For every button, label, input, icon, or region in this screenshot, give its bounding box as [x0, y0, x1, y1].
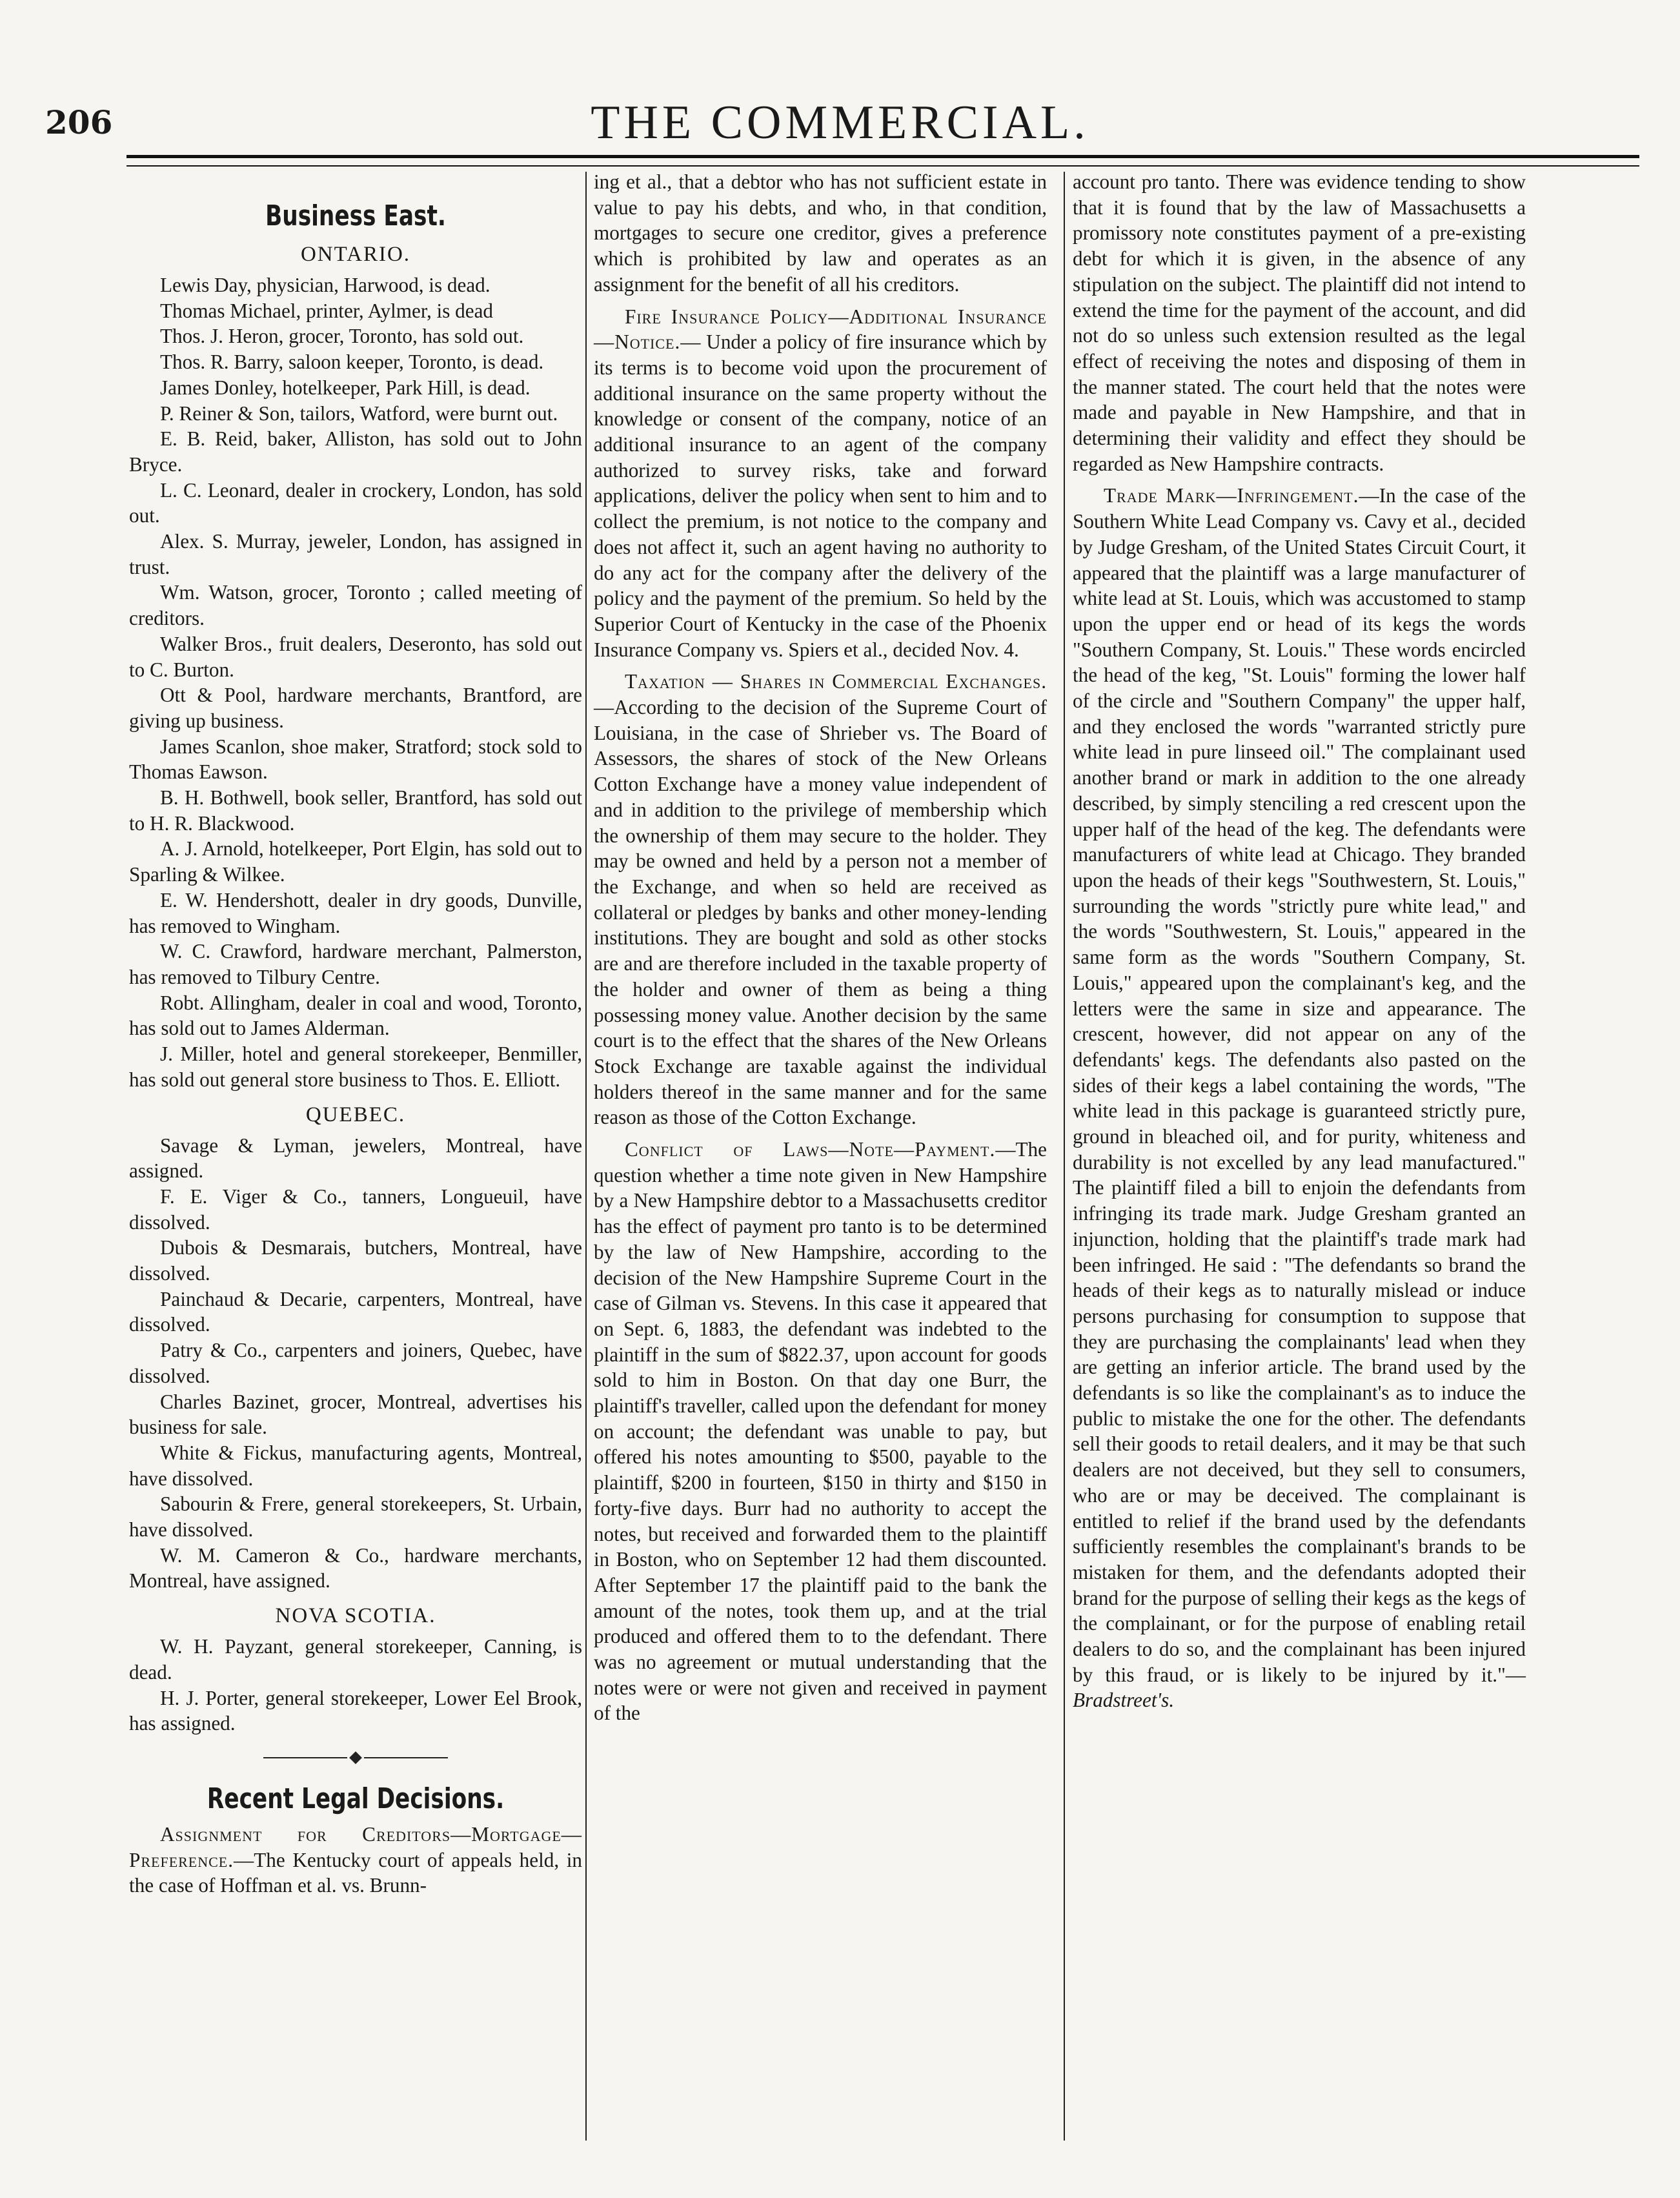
list-item: W. H. Payzant, general storekeeper, Canning, is dead.	[129, 1635, 582, 1684]
assignment-body-start: —The Kentucky court of appeals held, in the case of Hoffman et al. vs. Brunn-	[129, 1848, 582, 1897]
quebec-heading: QUEBEC.	[305, 1103, 406, 1126]
list-item: E. W. Hendershott, dealer in dry goods, Dunville, has removed to Wingham.	[129, 888, 582, 937]
ontario-heading: ONTARIO.	[300, 243, 411, 266]
column-2	[594, 169, 1047, 1726]
header-rule-thick	[127, 155, 1639, 158]
list-item: Sabourin & Frere, general storekeepers, St. Urbain, have dissolved.	[129, 1492, 582, 1542]
list-item: Patry & Co., carpenters and joiners, Quebec, have dissolved.	[129, 1339, 582, 1387]
list-item: Wm. Watson, grocer, Toronto ; called meeting of creditors.	[129, 581, 582, 630]
nova-scotia-heading: NOVA SCOTIA.	[275, 1604, 436, 1628]
conflict-of-laws-title: Conflict of Laws—Note—Payment.	[625, 1138, 996, 1161]
taxation-body: —According to the decision of the Supreme Court of Louisiana, in the case of Shrieber vs. The Board of Assessors, the shares of stock of the New Orleans Cotton Exchange have a money value independent of and in addition to the privilege of membership which the ownership of them may secure to the holder. They may be owned and held by a person not a member of the Exchange, and when so held are received as collateral or pledges by banks and other money-lending institutions. They are bought and sold as other stocks are and are therefore included in the taxable property of the holder and owner of them as being a thing possessing money value. Another decision by the same court is to the effect that the shares of the New Orleans Stock Exchange are taxable against the individual holders thereof in the same manner and for the same reason as those of the Cotton Exchange.	[594, 696, 1047, 1129]
conflict-of-laws-body: —The question whether a time note given in New Hampshire by a New Hampshire debtor to a Massachusetts creditor has the effect of payment pro tanto is to be determined by the law of New Hampshire, according to the decision of the New Hampshire Supreme Court in the case of Gilman vs. Stevens. In this case it appeared that on Sept. 6, 1883, the defendant was indebted to the plaintiff in the sum of $822.37, upon account for goods sold to him in Boston. On that day one Burr, the plaintiff's traveller, called upon the defendant for money on account; the defendant was unable to pay, but offered his notes amounting to $500, payable to the plaintiff, $200 in fourteen, $150 in thirty and $150 in forty-five days. Burr had no authority to accept the notes, but received and forwarded them to the plaintiff in Boston, who on September 12 had them discounted. After September 17 the plaintiff paid to the bank the amount of the notes, took them up, and at the trial produced and offered them to to the defendant. There was no agreement or mutual understanding that the notes were or were not given and received in payment of the	[594, 1138, 1047, 1725]
list-item: Charles Bazinet, grocer, Montreal, advertises his business for sale.	[129, 1390, 582, 1439]
list-item: Alex. S. Murray, jeweler, London, has assigned in trust.	[129, 530, 582, 578]
list-item: Thos. J. Heron, grocer, Toronto, has sold out.	[160, 325, 524, 348]
list-item: B. H. Bothwell, book seller, Brantford, has sold out to H. R. Blackwood.	[129, 786, 582, 835]
business-east-heading: Business East.	[265, 199, 446, 232]
list-item: E. B. Reid, baker, Alliston, has sold out to John Bryce.	[129, 427, 582, 476]
fire-insurance-article	[594, 304, 1047, 663]
nova-scotia-list	[129, 1634, 582, 1736]
trade-mark-article	[1073, 483, 1526, 1713]
list-item: White & Fickus, manufacturing agents, Montreal, have dissolved.	[129, 1441, 582, 1490]
masthead-title: THE COMMERCIAL.	[591, 96, 1089, 149]
taxation-title: Taxation — Shares in Commercial Exchanges.	[625, 670, 1047, 693]
conflict-of-laws-body-continued: account pro tanto. There was evidence tending to show that it is found that by the law of Massachusetts a promissory note constitutes payment of a pre-existing debt for which it is given, in the absence of any stipulation on the subject. The plaintiff did not intend to extend the time for the payment of the account, and did not do so unless such extension resulted as the legal effect of receiving the notes and disposing of them in the manner stated. The court held that the notes were made and payable in New Hampshire, and that in determining their validity and effect they should be regarded as New Hampshire contracts.	[1073, 170, 1526, 475]
ontario-list	[129, 272, 582, 1093]
list-item: W. M. Cameron & Co., hardware merchants, Montreal, have assigned.	[129, 1543, 582, 1593]
list-item: James Donley, hotelkeeper, Park Hill, is dead.	[160, 376, 531, 399]
header-rule-thin	[127, 165, 1639, 167]
list-item: Thos. R. Barry, saloon keeper, Toronto, is dead.	[160, 351, 544, 374]
column-1	[129, 169, 582, 1898]
column-3	[1073, 169, 1526, 1713]
list-item: Walker Bros., fruit dealers, Deseronto, has sold out to C. Burton.	[129, 632, 582, 681]
legal-decisions-heading: Recent Legal Decisions.	[207, 1782, 505, 1815]
list-item: J. Miller, hotel and general storekeeper, Benmiller, has sold out general store business to Thos. E. Elliott.	[129, 1043, 582, 1091]
column-rule-1	[585, 172, 587, 2141]
list-item: F. E. Viger & Co., tanners, Longueuil, have dissolved.	[129, 1185, 582, 1234]
taxation-article	[594, 669, 1047, 1130]
assignment-article	[129, 1822, 582, 1898]
trade-mark-title: Trade Mark—Infringement.	[1104, 484, 1359, 507]
list-item: Thomas Michael, printer, Aylmer, is dead	[160, 299, 494, 322]
list-item: Lewis Day, physician, Harwood, is dead.	[160, 274, 491, 296]
trade-mark-source: Bradstreet's.	[1073, 1689, 1175, 1712]
list-item: A. J. Arnold, hotelkeeper, Port Elgin, has sold out to Sparling & Wilkee.	[129, 837, 582, 886]
list-item: P. Reiner & Son, tailors, Watford, were burnt out.	[160, 402, 558, 425]
column-rule-2	[1064, 172, 1065, 2141]
list-item: Dubois & Desmarais, butchers, Montreal, have dissolved.	[129, 1236, 582, 1285]
list-item: L. C. Leonard, dealer in crockery, London, has sold out.	[129, 478, 582, 527]
list-item: Painchaud & Decarie, carpenters, Montreal, have dissolved.	[129, 1287, 582, 1336]
fire-insurance-body: — Under a policy of fire insurance which by its terms is to become void upon the procurement of additional insurance on the same property without the knowledge or consent of the company, notice of an additional insurance to an agent of the company authorized to survey risks, take and forward applications, deliver the policy when sent to him and to collect the premium, is not notice to the company and does not affect it, such an agent having no authority to do any act for the company after the delivery of the policy and the payment of the premium. So held by the Superior Court of Kentucky in the case of the Phoenix Insurance Company vs. Spiers et al., decided Nov. 4.	[594, 331, 1047, 661]
fire-insurance-title: Fire Insurance Policy—Additional Insurance—Notice.	[594, 305, 1047, 354]
list-item: Robt. Allingham, dealer in coal and wood, Toronto, has sold out to James Alderman.	[129, 991, 582, 1040]
assignment-title: Assignment for Creditors—Mortgage—Preference.	[129, 1822, 582, 1871]
list-item: James Scanlon, shoe maker, Stratford; stock sold to Thomas Eawson.	[129, 735, 582, 784]
list-item: W. C. Crawford, hardware merchant, Palmerston, has removed to Tilbury Centre.	[129, 940, 582, 988]
list-item: Ott & Pool, hardware merchants, Brantford, are giving up business.	[129, 684, 582, 732]
list-item: H. J. Porter, general storekeeper, Lower Eel Brook, has assigned.	[129, 1686, 582, 1735]
trade-mark-body: —In the case of the Southern White Lead Company vs. Cavy et al., decided by Judge Gresham, of the United States Circuit Court, it appeared that the plaintiff was a large manufacturer of white lead at St. Louis, which was accustomed to stamp upon the upper end or head of its kegs the words "Southern Company, St. Louis." These words encircled the head of the keg, "St. Louis" forming the lower half of the circle and "Southern Company" the upper half, and they enclosed the words "warranted strictly pure white lead in pure linseed oil." The complainant used another brand or mark in addition to the one already described, by simply stenciling a red crescent upon the upper half of the head of the keg. The defendants were manufacturers of white lead at Chicago. They branded upon the heads of their kegs "Southwestern, St. Louis," surrounding the words "strictly pure white lead," and the words "Southwestern, St. Louis," appeared in the same form as the words "Southern Company, St. Louis," appeared upon the complainant's keg, and the letters were the same in size and appearance. The crescent, however, did not appear on any of the defendants' kegs. The defendants also pasted on the sides of their kegs a label containing the words, "The white lead in this package is guaranteed strictly pure, ground in bleached oil, and for purity, whiteness and durability is not excelled by any lead manufactured." The plaintiff filed a bill to enjoin the defendants from infringing its trade mark. Judge Gresham granted an injunction, holding that the plaintiff's trade mark had been infringed. He said : "The defendants so brand the heads of their kegs as to naturally mislead or induce persons purchasing for consumption to suppose that they are purchasing the complainants' lead when they are getting an inferior article. The brand used by the defendants is so like the complainant's as to induce the public to mistake the one for the other. The defendants sell their goods to retail dealers, and it may be that such dealers are not deceived, but they sell to consumers, who are or may be deceived. The complainant is entitled to relief if the brand used by the defendants sufficiently resembles the complainant's brands to be mistaken for them, and the defendants adopted their brand for the purpose of selling their kegs as the kegs of the complainant, or for the purpose of enabling retail dealers to do so, and the complainant has been injured by this fraud, or is likely to be injured by it."—	[1073, 484, 1526, 1686]
list-item: Savage & Lyman, jewelers, Montreal, have assigned.	[129, 1134, 582, 1183]
section-separator	[129, 1748, 582, 1765]
assignment-body-continued: ing et al., that a debtor who has not sufficient estate in value to pay his debts, and who, in that condition, mortgages to secure one creditor, gives a preference which is prohibited by law and operates as an assignment for the benefit of all his creditors.	[594, 170, 1047, 296]
conflict-of-laws-article	[594, 1137, 1047, 1726]
quebec-list	[129, 1133, 582, 1594]
page-number: 206	[45, 103, 113, 141]
